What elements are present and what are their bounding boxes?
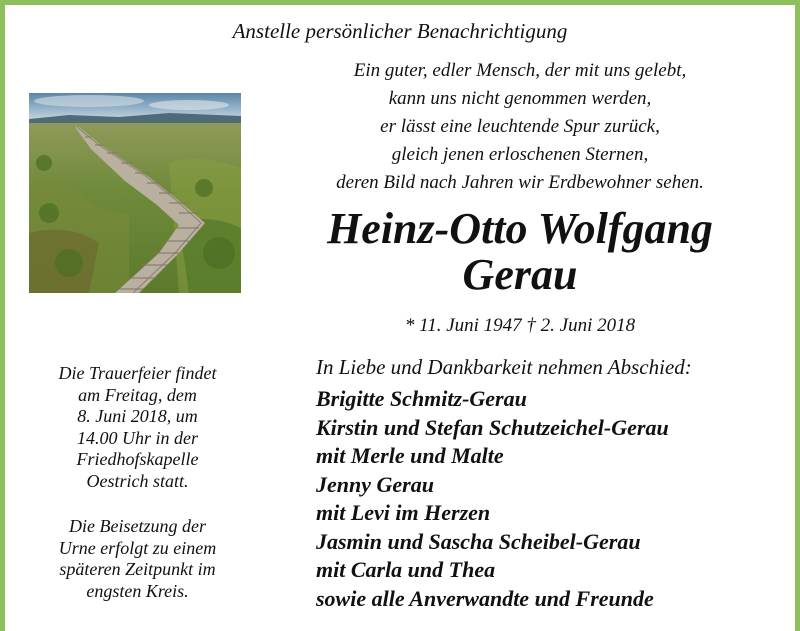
mourners-list xyxy=(316,385,669,613)
mourner: mit Carla und Thea xyxy=(316,557,496,582)
mourner: Jasmin und Sascha Scheibel-Gerau xyxy=(316,528,641,554)
burial-line: Urne erfolgt zu einem xyxy=(58,537,217,558)
quote-line: Ein guter, edler Mensch, der mit uns gelebt, xyxy=(353,60,687,81)
boardwalk-landscape-photo xyxy=(29,93,241,293)
burial-info xyxy=(25,516,250,602)
life-dates: * 11. Juni 1947 † 2. Juni 2018 xyxy=(404,315,636,336)
mourner: Brigitte Schmitz-Gerau xyxy=(316,386,527,411)
funeral-info xyxy=(25,363,250,492)
funeral-line: am Freitag, dem xyxy=(78,384,197,405)
burial-line: engsten Kreis. xyxy=(86,580,189,601)
quote-line: er lässt eine leuchtende Spur zurück, xyxy=(380,116,660,137)
header-notice: Anstelle persönlicher Benachrichtigung xyxy=(232,19,568,43)
mourner: mit Levi im Herzen xyxy=(316,500,491,525)
memorial-quote xyxy=(305,57,735,197)
burial-line: späteren Zeitpunkt im xyxy=(59,559,216,579)
mourner: Jenny Gerau xyxy=(316,471,434,497)
deceased-name-last: Gerau xyxy=(462,250,578,299)
burial-line: Die Beisetzung der xyxy=(69,516,206,536)
funeral-line: Friedhofskapelle xyxy=(76,449,199,469)
mourner: Kirstin und Stefan Schutzeichel-Gerau xyxy=(316,414,669,440)
funeral-line: Oestrich statt. xyxy=(86,470,189,491)
deceased-name-first: Heinz-Otto Wolfgang xyxy=(327,204,713,253)
funeral-line: 14.00 Uhr in der xyxy=(77,427,198,448)
quote-line: gleich jenen erloschenen Sternen, xyxy=(391,144,649,165)
quote-line: deren Bild nach Jahren wir Erdbewohner sehen. xyxy=(336,172,704,193)
mourner: sowie alle Anverwandte und Freunde xyxy=(316,585,654,611)
mourner: mit Merle und Malte xyxy=(316,443,504,468)
funeral-line: Die Trauerfeier findet xyxy=(58,363,217,383)
farewell-line: In Liebe und Dankbarkeit nehmen Abschied: xyxy=(316,355,692,379)
quote-line: kann uns nicht genommen werden, xyxy=(388,88,652,109)
funeral-line: 8. Juni 2018, um xyxy=(77,406,198,426)
